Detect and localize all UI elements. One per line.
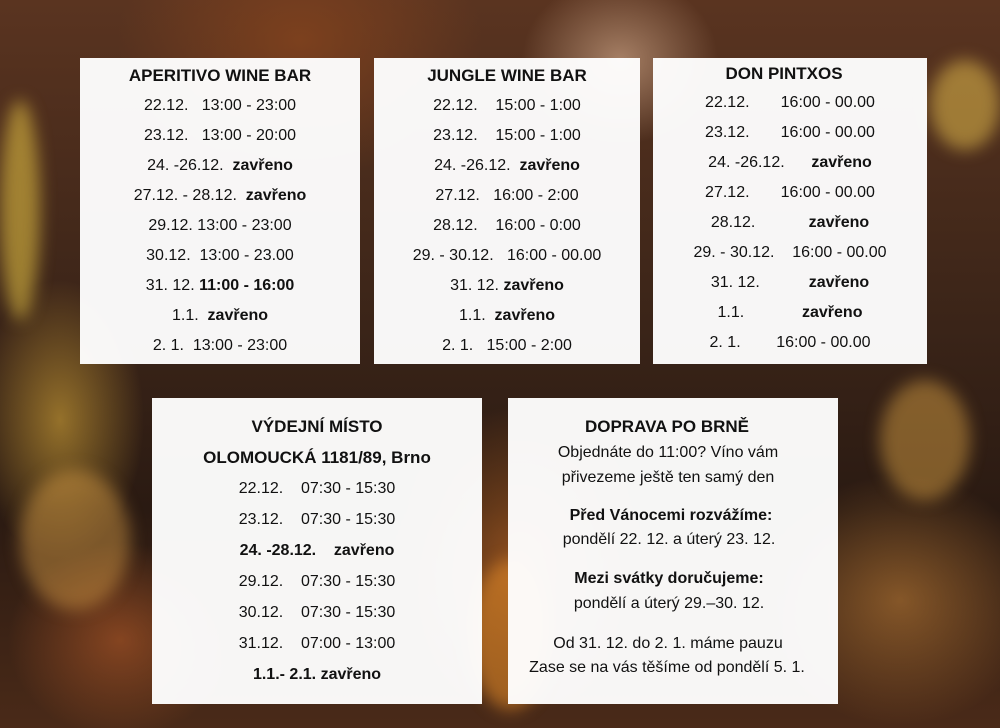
pintxos-row: 23.12. 16:00 - 00.00 (705, 124, 875, 141)
pintxos-row: 28.12. zavřeno (710, 214, 870, 231)
pintxos-row: 22.12. 16:00 - 00.00 (705, 94, 875, 111)
pickup-card (152, 398, 482, 704)
delivery-title: DOPRAVA PO BRNĚ (584, 417, 750, 436)
delivery-before-text: pondělí 22. 12. a úterý 23. 12. (562, 531, 776, 548)
delivery-pause: Od 31. 12. do 2. 1. máme pauzu (553, 635, 783, 652)
aperitivo-row: 23.12. 13:00 - 20:00 (143, 127, 297, 144)
jungle-row: 24. -26.12. zavřeno (434, 157, 580, 174)
aperitivo-row: 22.12. 13:00 - 23:00 (143, 97, 297, 114)
pintxos-row: 24. -26.12. zavřeno (708, 154, 872, 171)
delivery-between-heading: Mezi svátky doručujeme: (574, 570, 764, 587)
delivery-intro: Objednáte do 11:00? Víno vám (557, 444, 779, 461)
delivery-return: Zase se na vás těšíme od pondělí 5. 1. (529, 659, 805, 676)
pickup-row: 24. -28.12. zavřeno (239, 542, 395, 559)
jungle-row: 2. 1. 15:00 - 2:00 (442, 337, 572, 354)
pickup-row: 1.1.- 2.1. zavřeno (252, 666, 382, 683)
aperitivo-row: 27.12. - 28.12. zavřeno (133, 187, 307, 204)
pintxos-row: 27.12. 16:00 - 00.00 (705, 184, 875, 201)
delivery-intro: přivezeme ještě ten samý den (561, 469, 775, 486)
jungle-row: 22.12. 15:00 - 1:00 (433, 97, 581, 114)
aperitivo-row: 29.12. 13:00 - 23:00 (148, 217, 292, 234)
jungle-row: 1.1. zavřeno (458, 307, 556, 324)
delivery-card (508, 398, 838, 704)
delivery-before-heading: Před Vánocemi rozvážíme: (569, 507, 773, 524)
pintxos-title: DON PINTXOS (725, 64, 843, 83)
background-bokeh (0, 100, 40, 320)
aperitivo-title: APERITIVO WINE BAR (128, 66, 312, 85)
background-bokeh (880, 380, 970, 500)
jungle-row: 29. - 30.12. 16:00 - 00.00 (412, 247, 602, 264)
aperitivo-row: 30.12. 13:00 - 23.00 (146, 247, 294, 264)
pickup-title: VÝDEJNÍ MÍSTO (251, 417, 383, 436)
jungle-row: 27.12. 16:00 - 2:00 (435, 187, 579, 204)
pickup-row: 31.12. 07:00 - 13:00 (238, 635, 396, 652)
jungle-row: 23.12. 15:00 - 1:00 (433, 127, 581, 144)
delivery-between-text: pondělí a úterý 29.–30. 12. (573, 595, 765, 612)
jungle-card (374, 58, 640, 364)
background-bokeh (930, 60, 1000, 150)
pickup-row: 23.12. 07:30 - 15:30 (238, 511, 396, 528)
pickup-row: 22.12. 07:30 - 15:30 (238, 480, 396, 497)
aperitivo-row: 1.1. zavřeno (171, 307, 269, 324)
pickup-address: OLOMOUCKÁ 1181/89, Brno (203, 448, 431, 467)
pintxos-row: 31. 12. zavřeno (710, 274, 870, 291)
pintxos-row: 1.1. zavřeno (717, 304, 863, 321)
pintxos-card (653, 58, 927, 364)
jungle-title: JUNGLE WINE BAR (427, 66, 587, 85)
aperitivo-row: 2. 1. 13:00 - 23:00 (152, 337, 288, 354)
pickup-row: 29.12. 07:30 - 15:30 (238, 573, 396, 590)
pintxos-row: 2. 1. 16:00 - 00.00 (709, 334, 871, 351)
aperitivo-row: 24. -26.12. zavřeno (147, 157, 293, 174)
jungle-row: 31. 12. zavřeno (450, 277, 564, 294)
jungle-row: 28.12. 16:00 - 0:00 (433, 217, 581, 234)
aperitivo-card (80, 58, 360, 364)
aperitivo-row: 31. 12. 11:00 - 16:00 (145, 277, 295, 294)
background-bokeh (20, 470, 130, 610)
pintxos-row: 29. - 30.12. 16:00 - 00.00 (693, 244, 887, 261)
pickup-row: 30.12. 07:30 - 15:30 (238, 604, 396, 621)
